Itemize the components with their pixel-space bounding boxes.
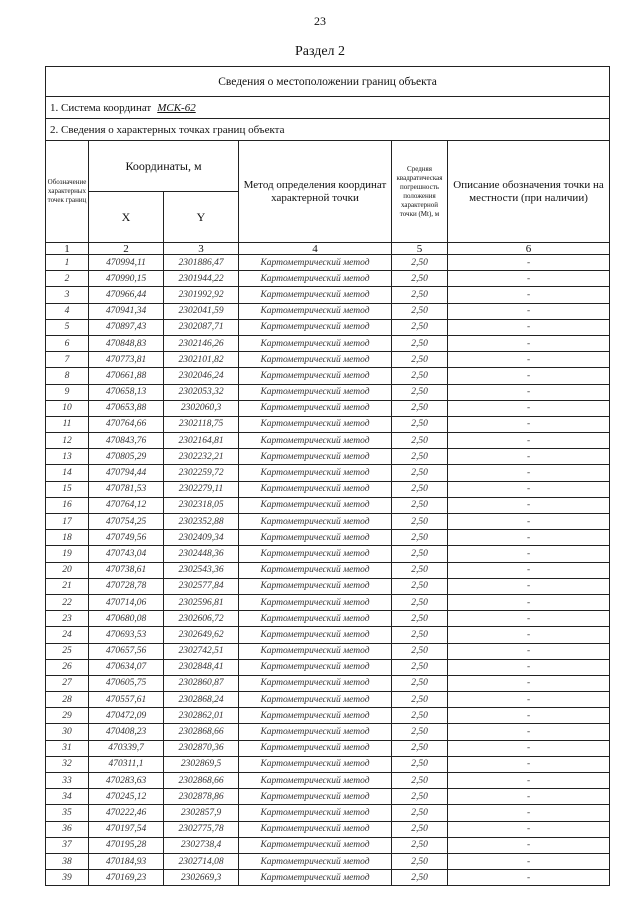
cell-x: 470743,04 — [89, 546, 164, 562]
cell-method: Картометрический метод — [239, 724, 392, 740]
cell-description: - — [448, 756, 610, 772]
cell-x: 470773,81 — [89, 352, 164, 368]
table-row — [46, 821, 610, 837]
table-row — [46, 530, 610, 546]
cell-accuracy: 2,50 — [392, 335, 448, 351]
cell-point-id: 26 — [46, 659, 89, 675]
cell-description: - — [448, 611, 610, 627]
cell-point-id: 36 — [46, 821, 89, 837]
points-section-label: 2. Сведения о характерных точках границ объекта — [46, 119, 610, 141]
table-row — [46, 853, 610, 869]
cell-method: Картометрический метод — [239, 659, 392, 675]
cell-point-id: 27 — [46, 675, 89, 691]
cell-y: 2302232,21 — [164, 449, 239, 465]
cell-y: 2302118,75 — [164, 416, 239, 432]
cell-y: 2302259,72 — [164, 465, 239, 481]
cell-method: Картометрический метод — [239, 287, 392, 303]
table-row — [46, 708, 610, 724]
cell-x: 470634,07 — [89, 659, 164, 675]
cell-point-id: 4 — [46, 303, 89, 319]
coordinate-system-label: 1. Система координат — [50, 101, 152, 114]
cell-y: 2302869,5 — [164, 756, 239, 772]
cell-x: 470990,15 — [89, 271, 164, 287]
cell-accuracy: 2,50 — [392, 400, 448, 416]
table-row — [46, 465, 610, 481]
cell-description: - — [448, 271, 610, 287]
cell-method: Картометрический метод — [239, 675, 392, 691]
header-x: X — [89, 192, 164, 243]
cell-y: 2301992,92 — [164, 287, 239, 303]
cell-accuracy: 2,50 — [392, 287, 448, 303]
cell-accuracy: 2,50 — [392, 853, 448, 869]
cell-description: - — [448, 594, 610, 610]
cell-method: Картометрический метод — [239, 611, 392, 627]
cell-description: - — [448, 449, 610, 465]
cell-y: 2302041,59 — [164, 303, 239, 319]
cell-x: 470605,75 — [89, 675, 164, 691]
column-number: 3 — [164, 243, 239, 255]
cell-x: 470966,44 — [89, 287, 164, 303]
cell-description: - — [448, 465, 610, 481]
cell-method: Картометрический метод — [239, 271, 392, 287]
cell-x: 470680,08 — [89, 611, 164, 627]
cell-x: 470197,54 — [89, 821, 164, 837]
cell-description: - — [448, 368, 610, 384]
cell-point-id: 22 — [46, 594, 89, 610]
cell-x: 470754,25 — [89, 514, 164, 530]
cell-point-id: 9 — [46, 384, 89, 400]
cell-method: Картометрический метод — [239, 562, 392, 578]
column-number: 4 — [239, 243, 392, 255]
cell-x: 470897,43 — [89, 319, 164, 335]
cell-description: - — [448, 870, 610, 886]
cell-description: - — [448, 562, 610, 578]
cell-y: 2302870,36 — [164, 740, 239, 756]
cell-accuracy: 2,50 — [392, 643, 448, 659]
cell-accuracy: 2,50 — [392, 562, 448, 578]
cell-accuracy: 2,50 — [392, 675, 448, 691]
cell-method: Картометрический метод — [239, 627, 392, 643]
cell-x: 470184,93 — [89, 853, 164, 869]
cell-y: 2302848,41 — [164, 659, 239, 675]
cell-x: 470661,88 — [89, 368, 164, 384]
cell-y: 2302606,72 — [164, 611, 239, 627]
column-number: 1 — [46, 243, 89, 255]
cell-accuracy: 2,50 — [392, 805, 448, 821]
cell-y: 2302164,81 — [164, 433, 239, 449]
column-number: 2 — [89, 243, 164, 255]
table-row — [46, 352, 610, 368]
cell-description: - — [448, 821, 610, 837]
cell-y: 2301886,47 — [164, 255, 239, 271]
cell-description: - — [448, 724, 610, 740]
cell-point-id: 3 — [46, 287, 89, 303]
cell-point-id: 8 — [46, 368, 89, 384]
cell-description: - — [448, 773, 610, 789]
cell-point-id: 30 — [46, 724, 89, 740]
cell-description: - — [448, 578, 610, 594]
cell-point-id: 34 — [46, 789, 89, 805]
cell-accuracy: 2,50 — [392, 352, 448, 368]
cell-point-id: 10 — [46, 400, 89, 416]
cell-method: Картометрический метод — [239, 643, 392, 659]
coordinate-system-row — [46, 97, 610, 119]
cell-y: 2302279,11 — [164, 481, 239, 497]
cell-y: 2302577,84 — [164, 578, 239, 594]
cell-point-id: 28 — [46, 692, 89, 708]
table-row — [46, 659, 610, 675]
cell-accuracy: 2,50 — [392, 659, 448, 675]
table-row — [46, 287, 610, 303]
cell-y: 2302868,66 — [164, 773, 239, 789]
table-row — [46, 692, 610, 708]
cell-y: 2302596,81 — [164, 594, 239, 610]
table-row — [46, 578, 610, 594]
cell-x: 470848,83 — [89, 335, 164, 351]
cell-y: 2302738,4 — [164, 837, 239, 853]
cell-y: 2302860,87 — [164, 675, 239, 691]
cell-point-id: 39 — [46, 870, 89, 886]
cell-point-id: 24 — [46, 627, 89, 643]
cell-description: - — [448, 805, 610, 821]
table-row — [46, 497, 610, 513]
cell-accuracy: 2,50 — [392, 708, 448, 724]
cell-accuracy: 2,50 — [392, 368, 448, 384]
cell-accuracy: 2,50 — [392, 837, 448, 853]
cell-description: - — [448, 481, 610, 497]
cell-x: 470195,28 — [89, 837, 164, 853]
table-row — [46, 724, 610, 740]
cell-method: Картометрический метод — [239, 465, 392, 481]
cell-method: Картометрический метод — [239, 773, 392, 789]
cell-accuracy: 2,50 — [392, 530, 448, 546]
table-row — [46, 789, 610, 805]
cell-y: 2302878,86 — [164, 789, 239, 805]
cell-point-id: 6 — [46, 335, 89, 351]
table-row — [46, 384, 610, 400]
cell-method: Картометрический метод — [239, 384, 392, 400]
cell-point-id: 18 — [46, 530, 89, 546]
table-row — [46, 481, 610, 497]
cell-y: 2302146,26 — [164, 335, 239, 351]
cell-method: Картометрический метод — [239, 530, 392, 546]
table-row — [46, 319, 610, 335]
cell-method: Картометрический метод — [239, 870, 392, 886]
cell-x: 470794,44 — [89, 465, 164, 481]
cell-description: - — [448, 416, 610, 432]
table-row — [46, 335, 610, 351]
cell-method: Картометрический метод — [239, 708, 392, 724]
cell-description: - — [448, 400, 610, 416]
cell-accuracy: 2,50 — [392, 416, 448, 432]
cell-method: Картометрический метод — [239, 853, 392, 869]
cell-description: - — [448, 692, 610, 708]
column-numbers-row — [46, 243, 610, 255]
header-method: Метод определения координат характерной точки — [239, 141, 392, 243]
cell-y: 2302868,66 — [164, 724, 239, 740]
cell-x: 470339,7 — [89, 740, 164, 756]
cell-point-id: 11 — [46, 416, 89, 432]
cell-x: 470714,06 — [89, 594, 164, 610]
cell-point-id: 1 — [46, 255, 89, 271]
table-row — [46, 837, 610, 853]
cell-x: 470728,78 — [89, 578, 164, 594]
cell-point-id: 14 — [46, 465, 89, 481]
cell-x: 470245,12 — [89, 789, 164, 805]
cell-method: Картометрический метод — [239, 449, 392, 465]
cell-accuracy: 2,50 — [392, 319, 448, 335]
table-row — [46, 562, 610, 578]
cell-description: - — [448, 530, 610, 546]
cell-point-id: 7 — [46, 352, 89, 368]
table-row — [46, 805, 610, 821]
cell-y: 2302087,71 — [164, 319, 239, 335]
cell-description: - — [448, 255, 610, 271]
cell-y: 2301944,22 — [164, 271, 239, 287]
cell-description: - — [448, 319, 610, 335]
cell-x: 470222,46 — [89, 805, 164, 821]
cell-method: Картометрический метод — [239, 789, 392, 805]
cell-description: - — [448, 352, 610, 368]
cell-accuracy: 2,50 — [392, 433, 448, 449]
cell-description: - — [448, 643, 610, 659]
table-row — [46, 449, 610, 465]
cell-description: - — [448, 497, 610, 513]
cell-x: 470749,56 — [89, 530, 164, 546]
cell-description: - — [448, 514, 610, 530]
cell-method: Картометрический метод — [239, 433, 392, 449]
cell-point-id: 20 — [46, 562, 89, 578]
cell-y: 2302868,24 — [164, 692, 239, 708]
table-row — [46, 675, 610, 691]
cell-method: Картометрический метод — [239, 400, 392, 416]
cell-accuracy: 2,50 — [392, 449, 448, 465]
table-row — [46, 627, 610, 643]
cell-description: - — [448, 433, 610, 449]
cell-y: 2302775,78 — [164, 821, 239, 837]
cell-method: Картометрический метод — [239, 303, 392, 319]
header-accuracy: Средняя квадратическая погрешность положения характерной точки (Mt), м — [392, 141, 448, 243]
cell-accuracy: 2,50 — [392, 384, 448, 400]
cell-description: - — [448, 287, 610, 303]
cell-description: - — [448, 627, 610, 643]
cell-y: 2302352,88 — [164, 514, 239, 530]
cell-description: - — [448, 740, 610, 756]
cell-point-id: 2 — [46, 271, 89, 287]
cell-point-id: 37 — [46, 837, 89, 853]
table-row — [46, 416, 610, 432]
cell-accuracy: 2,50 — [392, 497, 448, 513]
cell-point-id: 32 — [46, 756, 89, 772]
cell-point-id: 31 — [46, 740, 89, 756]
cell-description: - — [448, 837, 610, 853]
header-coordinates: Координаты, м — [89, 141, 239, 192]
cell-x: 470994,11 — [89, 255, 164, 271]
table-title: Сведения о местоположении границ объекта — [46, 67, 610, 97]
cell-x: 470941,34 — [89, 303, 164, 319]
table-row — [46, 546, 610, 562]
cell-x: 470557,61 — [89, 692, 164, 708]
cell-accuracy: 2,50 — [392, 773, 448, 789]
cell-x: 470408,23 — [89, 724, 164, 740]
column-number: 6 — [448, 243, 610, 255]
header-y: Y — [164, 192, 239, 243]
cell-y: 2302649,62 — [164, 627, 239, 643]
cell-method: Картометрический метод — [239, 497, 392, 513]
cell-x: 470693,53 — [89, 627, 164, 643]
cell-point-id: 16 — [46, 497, 89, 513]
table-row — [46, 594, 610, 610]
table-row — [46, 368, 610, 384]
coordinate-system-value: МСК-62 — [157, 101, 196, 114]
cell-x: 470472,09 — [89, 708, 164, 724]
cell-y: 2302862,01 — [164, 708, 239, 724]
cell-y: 2302060,3 — [164, 400, 239, 416]
cell-accuracy: 2,50 — [392, 724, 448, 740]
page-number: 23 — [314, 14, 326, 28]
cell-method: Картометрический метод — [239, 821, 392, 837]
table-row — [46, 611, 610, 627]
cell-x: 470657,56 — [89, 643, 164, 659]
cell-y: 2302857,9 — [164, 805, 239, 821]
cell-y: 2302318,05 — [164, 497, 239, 513]
cell-accuracy: 2,50 — [392, 756, 448, 772]
cell-point-id: 29 — [46, 708, 89, 724]
cell-accuracy: 2,50 — [392, 514, 448, 530]
table-row — [46, 643, 610, 659]
cell-x: 470781,53 — [89, 481, 164, 497]
table-row — [46, 740, 610, 756]
cell-description: - — [448, 546, 610, 562]
cell-accuracy: 2,50 — [392, 271, 448, 287]
cell-point-id: 5 — [46, 319, 89, 335]
table-row — [46, 433, 610, 449]
column-number: 5 — [392, 243, 448, 255]
table-row — [46, 773, 610, 789]
cell-description: - — [448, 853, 610, 869]
cell-method: Картометрический метод — [239, 805, 392, 821]
cell-x: 470764,66 — [89, 416, 164, 432]
table-row — [46, 271, 610, 287]
cell-y: 2302046,24 — [164, 368, 239, 384]
cell-point-id: 25 — [46, 643, 89, 659]
table-row — [46, 400, 610, 416]
cell-description: - — [448, 708, 610, 724]
cell-accuracy: 2,50 — [392, 465, 448, 481]
cell-method: Картометрический метод — [239, 335, 392, 351]
cell-accuracy: 2,50 — [392, 255, 448, 271]
cell-method: Картометрический метод — [239, 756, 392, 772]
cell-x: 470311,1 — [89, 756, 164, 772]
header-point-id: Обозначение характерных точек границ — [46, 141, 89, 243]
cell-point-id: 12 — [46, 433, 89, 449]
cell-y: 2302101,82 — [164, 352, 239, 368]
cell-method: Картометрический метод — [239, 578, 392, 594]
cell-x: 470283,63 — [89, 773, 164, 789]
cell-method: Картометрический метод — [239, 255, 392, 271]
cell-y: 2302543,36 — [164, 562, 239, 578]
header-description: Описание обозначения точки на местности (при наличии) — [448, 141, 610, 243]
cell-x: 470653,88 — [89, 400, 164, 416]
cell-y: 2302742,51 — [164, 643, 239, 659]
cell-accuracy: 2,50 — [392, 789, 448, 805]
cell-accuracy: 2,50 — [392, 821, 448, 837]
cell-method: Картометрический метод — [239, 837, 392, 853]
cell-accuracy: 2,50 — [392, 740, 448, 756]
cell-x: 470764,12 — [89, 497, 164, 513]
cell-method: Картометрический метод — [239, 481, 392, 497]
cell-x: 470843,76 — [89, 433, 164, 449]
cell-point-id: 38 — [46, 853, 89, 869]
cell-point-id: 13 — [46, 449, 89, 465]
cell-y: 2302409,34 — [164, 530, 239, 546]
cell-point-id: 17 — [46, 514, 89, 530]
cell-accuracy: 2,50 — [392, 303, 448, 319]
cell-description: - — [448, 335, 610, 351]
cell-y: 2302448,36 — [164, 546, 239, 562]
cell-point-id: 35 — [46, 805, 89, 821]
table-row — [46, 756, 610, 772]
cell-y: 2302714,08 — [164, 853, 239, 869]
cell-accuracy: 2,50 — [392, 578, 448, 594]
cell-method: Картометрический метод — [239, 352, 392, 368]
cell-accuracy: 2,50 — [392, 870, 448, 886]
cell-description: - — [448, 659, 610, 675]
cell-method: Картометрический метод — [239, 692, 392, 708]
cell-method: Картометрический метод — [239, 514, 392, 530]
cell-method: Картометрический метод — [239, 546, 392, 562]
cell-y: 2302053,32 — [164, 384, 239, 400]
table-row — [46, 870, 610, 886]
cell-x: 470738,61 — [89, 562, 164, 578]
boundary-points-table — [45, 66, 610, 886]
cell-method: Картометрический метод — [239, 594, 392, 610]
cell-accuracy: 2,50 — [392, 611, 448, 627]
cell-method: Картометрический метод — [239, 319, 392, 335]
cell-point-id: 23 — [46, 611, 89, 627]
cell-y: 2302669,3 — [164, 870, 239, 886]
cell-x: 470805,29 — [89, 449, 164, 465]
cell-accuracy: 2,50 — [392, 546, 448, 562]
cell-accuracy: 2,50 — [392, 627, 448, 643]
cell-point-id: 15 — [46, 481, 89, 497]
cell-accuracy: 2,50 — [392, 481, 448, 497]
cell-accuracy: 2,50 — [392, 594, 448, 610]
cell-point-id: 21 — [46, 578, 89, 594]
cell-method: Картометрический метод — [239, 368, 392, 384]
table-row — [46, 514, 610, 530]
table-row — [46, 303, 610, 319]
table-row — [46, 255, 610, 271]
cell-accuracy: 2,50 — [392, 692, 448, 708]
cell-x: 470169,23 — [89, 870, 164, 886]
cell-description: - — [448, 303, 610, 319]
cell-description: - — [448, 384, 610, 400]
cell-description: - — [448, 789, 610, 805]
cell-x: 470658,13 — [89, 384, 164, 400]
cell-description: - — [448, 675, 610, 691]
section-title: Раздел 2 — [294, 44, 346, 59]
cell-point-id: 19 — [46, 546, 89, 562]
cell-method: Картометрический метод — [239, 740, 392, 756]
cell-point-id: 33 — [46, 773, 89, 789]
cell-method: Картометрический метод — [239, 416, 392, 432]
